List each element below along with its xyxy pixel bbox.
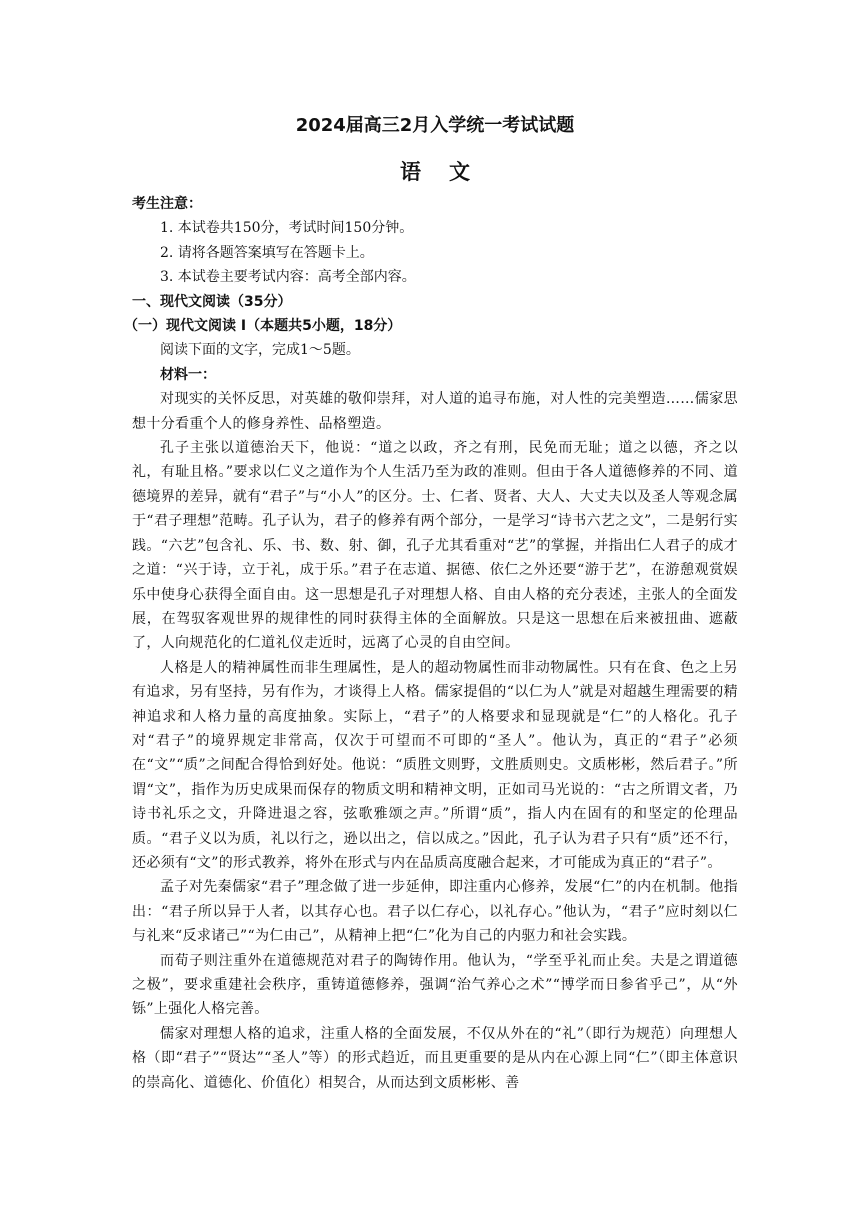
exam-page bbox=[124, 112, 738, 1095]
notice-heading: 考生注意： bbox=[132, 196, 202, 212]
body-paragraph: 人格是人的精神属性而非生理属性，是人的超动物属性而非动物属性。只有在食、色之上另有追求，另有坚持，另有作为，才谈得上人格。儒家提倡的“以仁为人”就是对超越生理需要的精神追求和人格力量的高度抽象。实际上，“君子”的人格要求和显现就是“仁”的人格化。孔子对“君子”的境界规定非常高，仅次于可望而不可即的“圣人”。他认为，真正的“君子”必须在“文”“质”之间配合得恰到好处。他说：“质胜文则野，文胜质则史。文质彬彬，然后君子。”所谓“文”，指作为历史成果而保存的物质文明和精神文明，正如司马光说的：“古之所谓文者，乃诗书礼乐之文，升降进退之容，弦歌雅颂之声。”所谓“质”，指人内在固有的和坚定的伦理品质。“君子义以为质，礼以行之，逊以出之，信以成之。”因此，孔子认为君子只有“质”还不行，还必须有“文”的形式教养，将外在形式与内在品质高度融合起来，才可能成为真正的“君子”。 bbox=[132, 659, 738, 871]
exam-title: 2024届高三2月入学统一考试试题 bbox=[295, 115, 575, 136]
material-label: 材料一： bbox=[160, 366, 216, 383]
reading-instruction: 阅读下面的文字，完成1～5题。 bbox=[160, 342, 360, 359]
body-paragraph: 孟子对先秦儒家“君子”理念做了进一步延伸，即注重内心修养，发展“仁”的内在机制。他指出：“君子所以异于人者，以其存心也。君子以仁存心，以礼存心。”他认为，“君子”应时刻以仁与礼来“反求诸己”“为仁由己”，从精神上把“仁”化为自己的内驱力和社会实践。 bbox=[132, 879, 738, 945]
body-paragraph: 儒家对理想人格的追求，注重人格的全面发展，不仅从外在的“礼”（即行为规范）向理想人格（即“君子”“贤达”“圣人”等）的形式趋近，而且更重要的是从内在心源上同“仁”（即主体意识的崇高化、道德化、价值化）相契合，从而达到文质彬彬、善 bbox=[132, 1025, 738, 1091]
body-paragraph: 对现实的关怀反思，对英雄的敬仰崇拜，对人道的追寻布施，对人性的完美塑造……儒家思想十分看重个人的修身养性、品格塑造。 bbox=[132, 391, 738, 432]
notice-item: 2. 请将各题答案填写在答题卡上。 bbox=[160, 244, 374, 261]
notice-block bbox=[132, 192, 738, 290]
notice-item: 1. 本试卷共150分，考试时间150分钟。 bbox=[160, 220, 414, 237]
notice-item: 3. 本试卷主要考试内容：高考全部内容。 bbox=[160, 269, 416, 286]
section-heading: 一、现代文阅读（35分） bbox=[132, 293, 292, 310]
section-subheading: （一）现代文阅读 I（本题共5小题，18分） bbox=[124, 318, 402, 335]
body-paragraph: 而荀子则注重外在道德规范对君子的陶铸作用。他认为，“学至乎礼而止矣。夫是之谓道德之极”，要求重建社会秩序，重铸道德修养，强调“治气养心之术”“博学而日参省乎己”，从“外铄”上强化人格完善。 bbox=[132, 952, 738, 1018]
subject-heading: 语文 bbox=[400, 160, 498, 184]
section-block bbox=[124, 290, 738, 1095]
body-paragraph: 孔子主张以道德治天下，他说：“道之以政，齐之有刑，民免而无耻；道之以德，齐之以礼，有耻且格。”要求以仁义之道作为个人生活乃至为政的准则。但由于各人道德修养的不同、道德境界的差异，就有“君子”与“小人”的区分。士、仁者、贤者、大人、大丈夫以及圣人等观念属于“君子理想”范畴。孔子认为，君子的修养有两个部分，一是学习“诗书六艺之文”，二是躬行实践。“六艺”包含礼、乐、书、数、射、御，孔子尤其看重对“艺”的掌握，并指出仁人君子的成才之道：“兴于诗，立于礼，成于乐。”君子在志道、据德、依仁之外还要“游于艺”，在游憩观赏娱乐中使身心获得全面自由。这一思想是孔子对理想人格、自由人格的充分表述，主张人的全面发展，在驾驭客观世界的规律性的同时获得主体的全面解放。只是这一思想在后来被扭曲、遮蔽了，人向规范化的仁道礼仪走近时，远离了心灵的自由空间。 bbox=[132, 440, 738, 652]
